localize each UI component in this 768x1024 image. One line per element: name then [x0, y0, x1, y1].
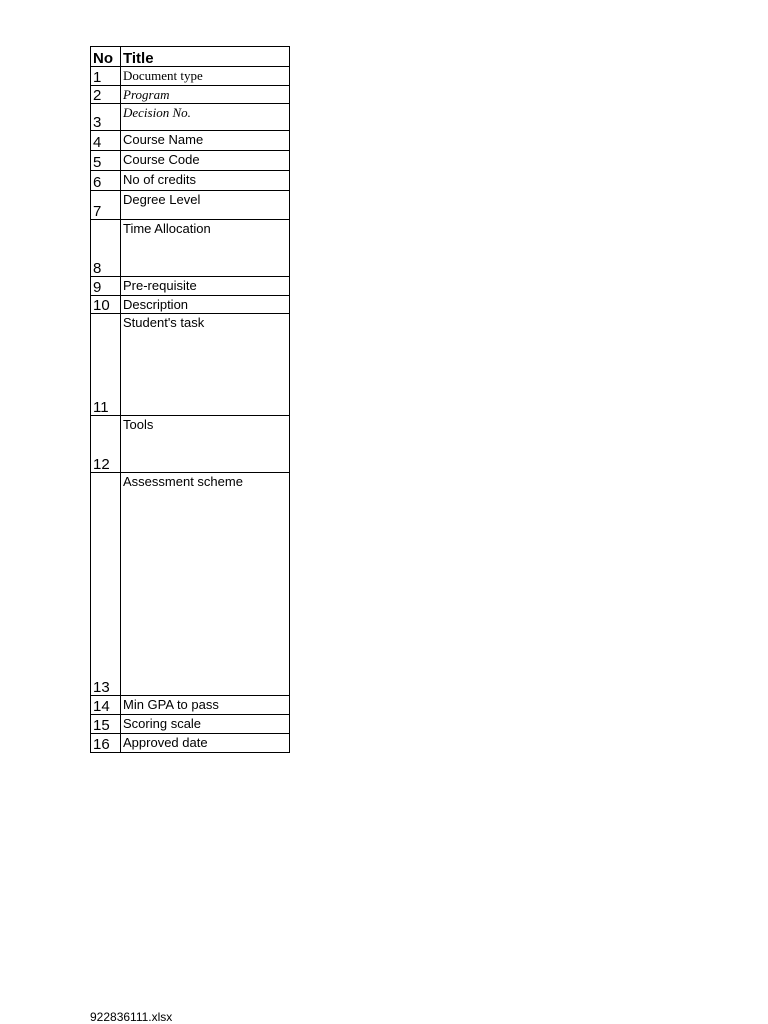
row-no: 13 — [91, 473, 121, 696]
header-no: No — [91, 47, 121, 67]
row-title: Program — [121, 86, 290, 104]
row-title: Decision No. — [121, 104, 290, 131]
row-no: 5 — [91, 151, 121, 171]
row-title: Degree Level — [121, 191, 290, 220]
row-title: Course Code — [121, 151, 290, 171]
row-title: Student's task — [121, 314, 290, 416]
row-no: 6 — [91, 171, 121, 191]
row-no: 14 — [91, 696, 121, 715]
row-title: Approved date — [121, 734, 290, 753]
row-title: Time Allocation — [121, 220, 290, 277]
row-no: 10 — [91, 296, 121, 314]
table-row — [91, 715, 290, 734]
row-title: Assessment scheme — [121, 473, 290, 696]
table-row — [91, 296, 290, 314]
table-header-row — [91, 47, 290, 67]
row-no: 12 — [91, 416, 121, 473]
row-no: 11 — [91, 314, 121, 416]
row-title: Pre-requisite — [121, 277, 290, 296]
row-no: 4 — [91, 131, 121, 151]
row-no: 15 — [91, 715, 121, 734]
row-title: Tools — [121, 416, 290, 473]
row-no: 9 — [91, 277, 121, 296]
row-no: 8 — [91, 220, 121, 277]
table-row — [91, 314, 290, 416]
table-row — [91, 277, 290, 296]
table-row — [91, 104, 290, 131]
row-no: 2 — [91, 86, 121, 104]
table-row — [91, 151, 290, 171]
table-row — [91, 171, 290, 191]
table-row — [91, 67, 290, 86]
row-title: Scoring scale — [121, 715, 290, 734]
table-row — [91, 86, 290, 104]
row-title: No of credits — [121, 171, 290, 191]
table-row — [91, 191, 290, 220]
row-no: 16 — [91, 734, 121, 753]
table-row — [91, 220, 290, 277]
row-title: Course Name — [121, 131, 290, 151]
row-title: Description — [121, 296, 290, 314]
course-spec-table — [90, 46, 290, 753]
footer-filename: 922836111.xlsx — [90, 1010, 173, 1024]
row-no: 3 — [91, 104, 121, 131]
row-no: 7 — [91, 191, 121, 220]
table-row — [91, 416, 290, 473]
row-title: Min GPA to pass — [121, 696, 290, 715]
row-title: Document type — [121, 67, 290, 86]
header-title: Title — [121, 47, 290, 67]
table-row — [91, 734, 290, 753]
table-row — [91, 696, 290, 715]
table-row — [91, 131, 290, 151]
table-row — [91, 473, 290, 696]
row-no: 1 — [91, 67, 121, 86]
